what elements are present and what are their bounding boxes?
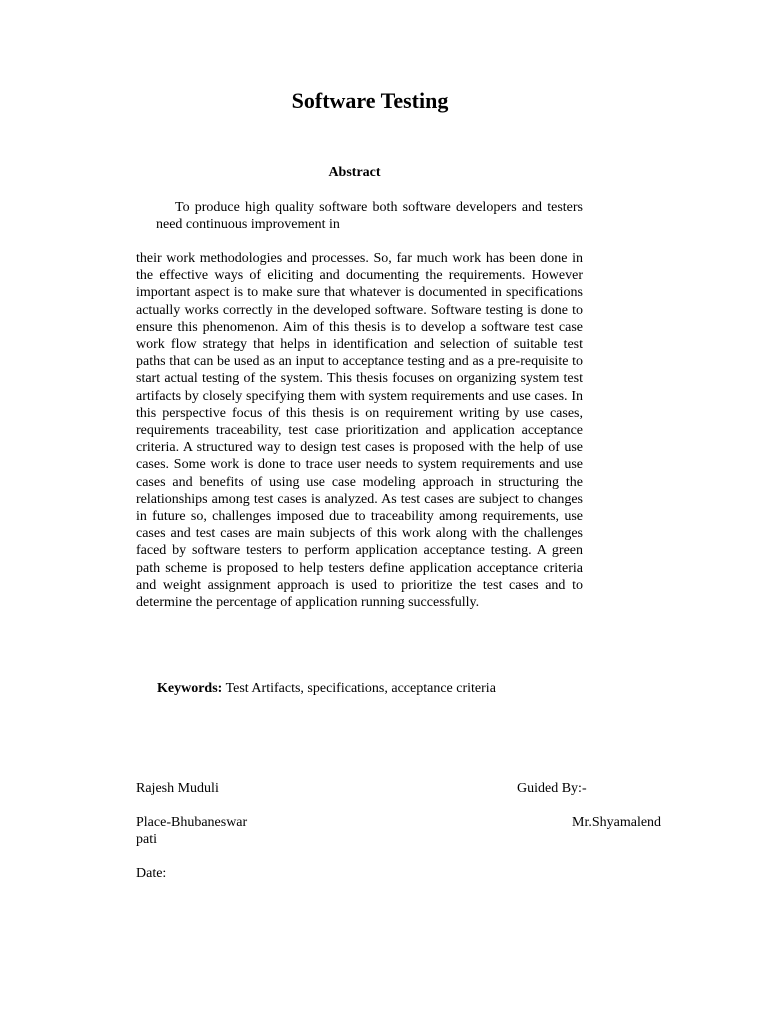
place-label: Place-Bhubaneswar [136,815,248,830]
keywords-line [157,681,496,697]
date-label: Date: [136,866,167,881]
keywords-label: Keywords: [157,681,223,696]
abstract-body-paragraph: their work methodologies and processes. So, far much work has been done in the effective ways of eliciting and documenting the requirements. However important aspect is to make sure that whatever is documented in specifications actually works correctly in the developed software. Software testing is done to ensure this phenomenon. Aim of this thesis is to develop a software test case work flow strategy that helps in identification and selection of suitable test paths that can be used as an input to acceptance testing and as a pre-requisite to start actual testing of the system. This thesis focuses on organizing system test artifacts by closely specifying them with system requirements and use cases. In this perspective focus of this thesis is on requirement writing by use cases, requirements traceability, test case prioritization and application acceptance criteria. A structured way to design test cases is proposed with the help of use cases. Some work is done to trace user needs to system requirements and use cases and benefits of using use case modeling approach in structuring the relationships among test cases is analyzed. As test cases are subject to changes in future so, challenges imposed due to traceability among requirements, use cases and test cases are main subjects of this work along with the challenges faced by software testers to perform application acceptance testing. A green path scheme is proposed to help testers define application acceptance criteria and weight assignment approach is used to prioritize the test cases and to determine the percentage of application running successfully. [136,251,583,611]
guide-name-first-part: Mr.Shyamalend [572,815,662,830]
abstract-intro-paragraph: To produce high quality software both software developers and testers need continuous improvement in [156,200,583,233]
guide-name-second-part: pati [136,832,157,847]
author-name: Rajesh Muduli [136,781,219,796]
abstract-heading: Abstract [328,165,381,180]
keywords-value: Test Artifacts, specifications, acceptance criteria [222,681,496,696]
guided-by-label: Guided By:- [517,781,587,796]
document-title: Software Testing [291,88,449,113]
